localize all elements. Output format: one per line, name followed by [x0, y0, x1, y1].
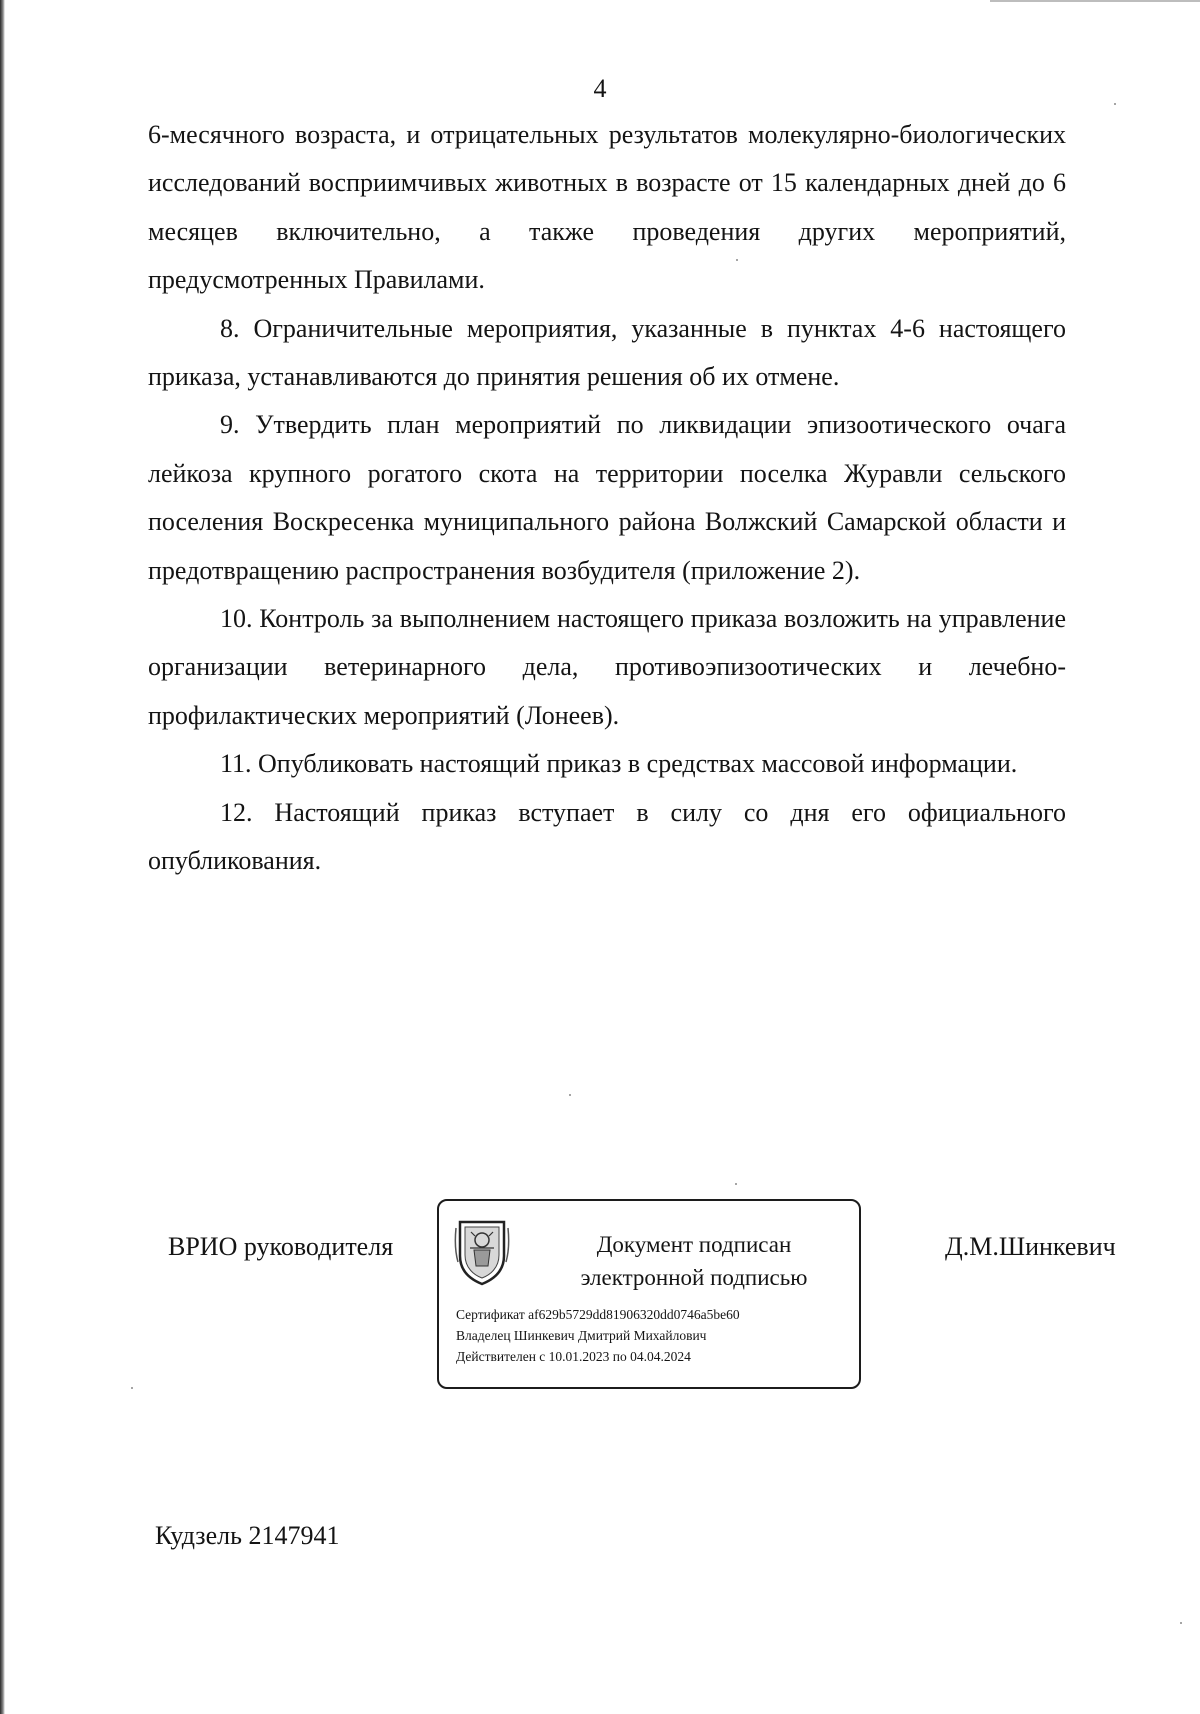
scan-speck — [131, 1387, 133, 1389]
stamp-heading — [544, 1228, 844, 1294]
certificate-number: Сертификат af629b5729dd81906320dd0746a5be60 — [456, 1307, 740, 1322]
certificate-validity: Действителен с 10.01.2023 по 04.04.2024 — [456, 1349, 691, 1364]
paragraph-continuation: 6-месячного возраста, и отрицательных результатов молекулярно-биологических исследований восприимчивых животных в возрасте от 15 календарных дней до 6 месяцев включительно, а также проведения других мероприятий, предусмотренных Правилами. — [148, 120, 1066, 295]
stamp-details — [456, 1304, 740, 1367]
certificate-owner: Владелец Шинкевич Дмитрий Михайлович — [456, 1328, 707, 1343]
scan-speck — [569, 1094, 571, 1096]
order-text — [148, 111, 1066, 886]
coat-of-arms-icon — [454, 1218, 510, 1286]
paragraph-8: 8. Ограничительные мероприятия, указанные в пунктах 4-6 настоящего приказа, устанавливаются до принятия решения об их отмене. — [148, 313, 1066, 392]
scan-edge-top — [990, 0, 1200, 2]
scan-speck — [735, 1183, 737, 1185]
scan-speck — [736, 259, 738, 261]
paragraph-9: 9. Утвердить план мероприятий по ликвидации эпизоотического очага лейкоза крупного рогатого скота на территории поселка Журавли сельского поселения Воскресенка муниципального района Волжский Самарской области и предотвращению распространения возбудителя (приложение 2). — [148, 410, 1066, 585]
signatory-name: Д.М.Шинкевич — [945, 1232, 1116, 1261]
executor-contact: Кудзель 2147941 — [155, 1521, 340, 1550]
scan-speck — [1180, 1622, 1182, 1624]
paragraph-12: 12. Настоящий приказ вступает в силу со дня его официального опубликования. — [148, 797, 1066, 876]
scan-edge-left — [0, 0, 5, 1714]
paragraph-10: 10. Контроль за выполнением настоящего приказа возложить на управление организации ветеринарного дела, противоэпизоотических и лечебно-профилактических мероприятий (Лонеев). — [148, 604, 1066, 730]
scan-speck — [1114, 103, 1116, 105]
signatory-position: ВРИО руководителя — [168, 1232, 394, 1261]
paragraph-11: 11. Опубликовать настоящий приказ в средствах массовой информации. — [220, 749, 1018, 779]
stamp-heading-line1: Документ подписан — [596, 1232, 792, 1257]
stamp-heading-line2: электронной подписью — [580, 1265, 808, 1290]
electronic-signature-stamp — [437, 1199, 861, 1389]
page-number: 4 — [593, 74, 607, 103]
